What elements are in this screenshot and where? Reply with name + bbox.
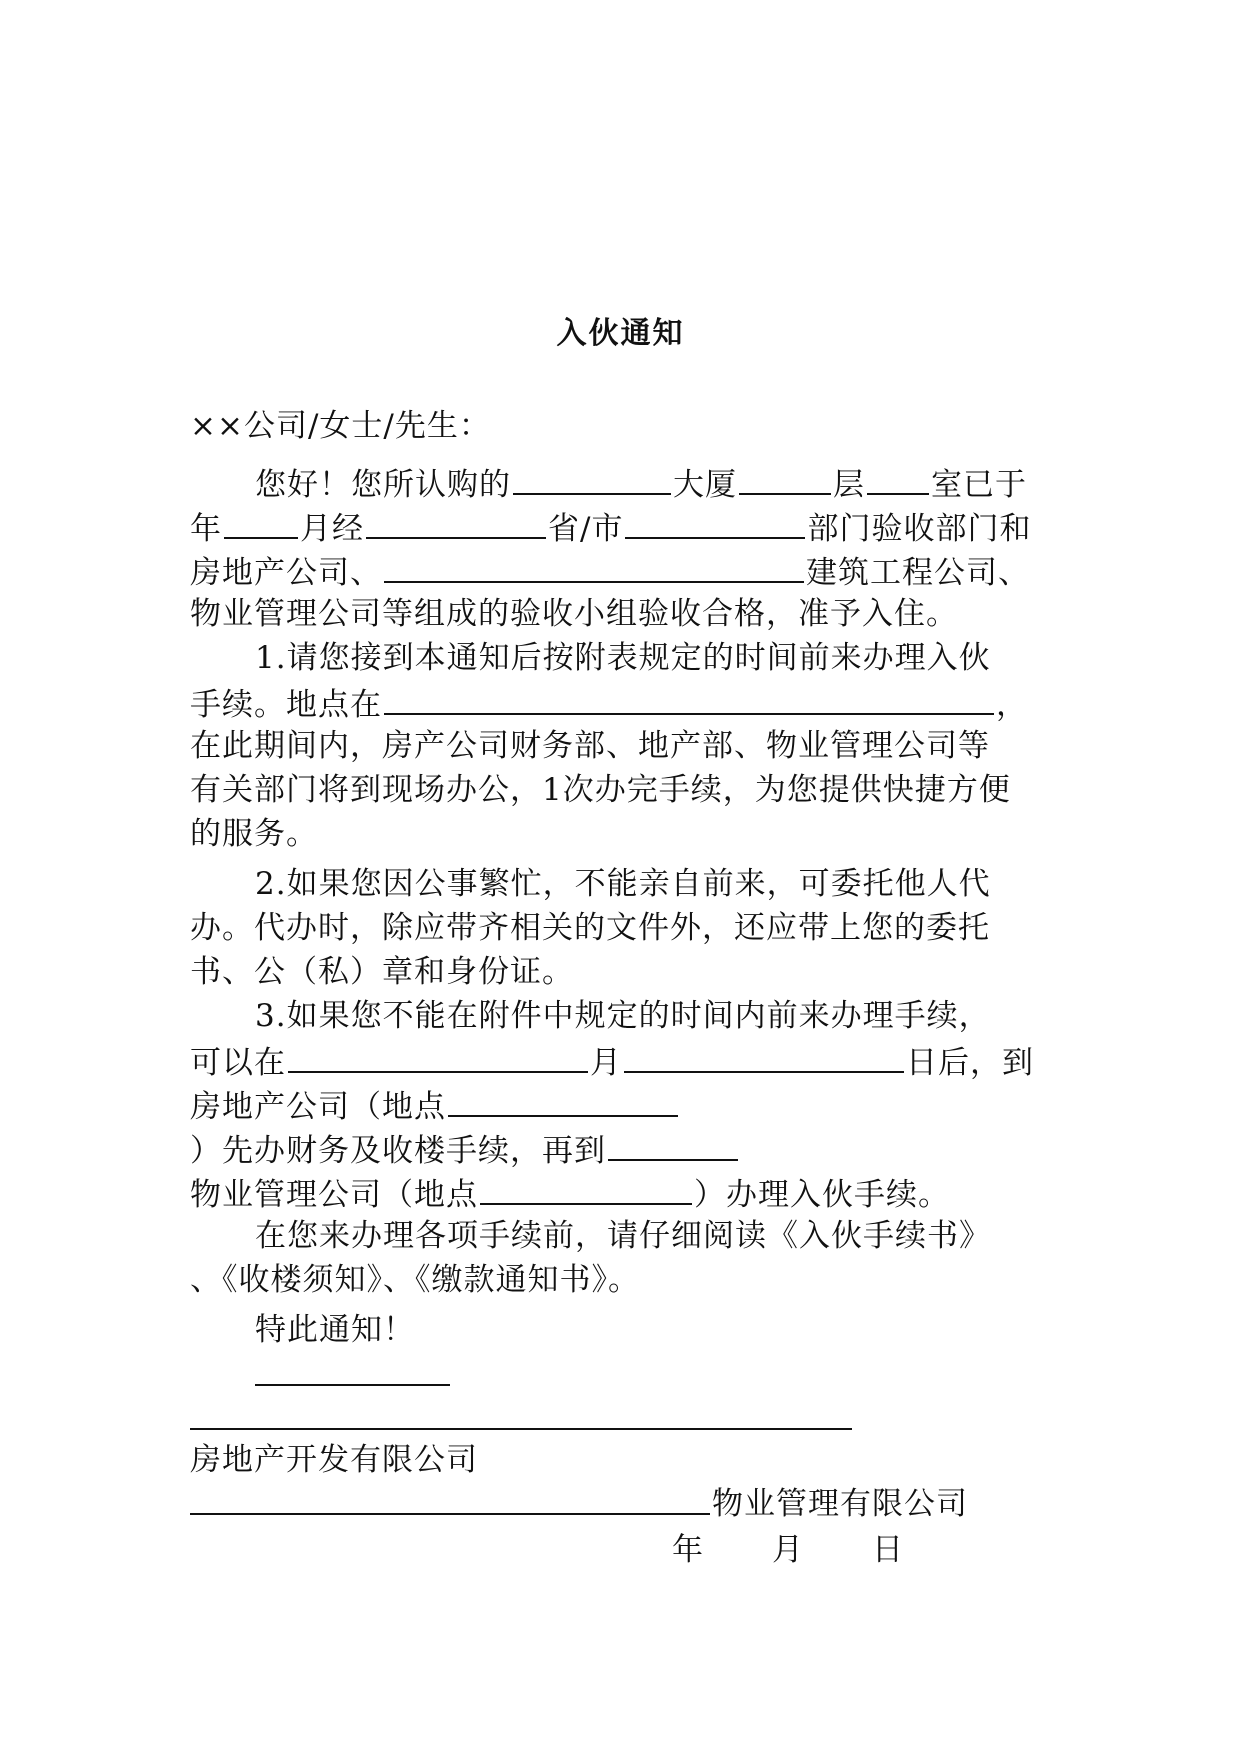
item3-line4: ）先办财务及收楼手续，再到 xyxy=(190,1128,740,1168)
department-blank xyxy=(625,506,805,539)
deadline-month-blank xyxy=(288,1040,588,1073)
reading-line2: 、《收楼须知》、《缴款通知书》。 xyxy=(190,1262,640,1298)
floor-blank xyxy=(739,462,831,495)
item2-line2: 办。代办时，除应带齐相关的文件外，还应带上您的委托 xyxy=(190,910,990,946)
property-company-blank xyxy=(608,1128,738,1161)
room-blank xyxy=(867,462,929,495)
province-blank xyxy=(366,506,546,539)
month-blank xyxy=(224,506,298,539)
item3-line3: 房地产公司（地点 xyxy=(190,1084,680,1124)
construction-company-blank xyxy=(384,550,804,583)
closing-text: 特此通知！ xyxy=(255,1312,415,1348)
item1-line5: 的服务。 xyxy=(190,816,318,852)
item1-line4: 有关部门将到现场办公，1次办完手续，为您提供快捷方便 xyxy=(190,772,1011,808)
reading-line1: 在您来办理各项手续前，请仔细阅读《入伙手续书》 xyxy=(255,1218,991,1254)
item3-line5: 物业管理公司（地点 ）办理入伙手续。 xyxy=(190,1172,950,1212)
developer-location-blank xyxy=(448,1084,678,1117)
date-day: 日 xyxy=(872,1532,903,1568)
document-title: 入伙通知 xyxy=(556,316,685,351)
para1-line2: 年 月经 省/市 部门验收部门和 xyxy=(190,506,1031,546)
item2-line3: 书、公（私）章和身份证。 xyxy=(190,954,574,990)
item1-line2: 手续。地点在 ， xyxy=(190,682,1028,722)
property-location-blank xyxy=(480,1172,692,1205)
para1-line4: 物业管理公司等组成的验收小组验收合格，准予入住。 xyxy=(190,596,958,632)
para1-line3: 房地产公司、 建筑工程公司、 xyxy=(190,550,1030,590)
item3-line2: 可以在 月 日后，到 xyxy=(190,1040,1034,1080)
deadline-day-blank xyxy=(624,1040,904,1073)
building-blank xyxy=(513,462,671,495)
item1-line3: 在此期间内，房产公司财务部、地产部、物业管理公司等 xyxy=(190,728,990,764)
para1-line1: 您好！您所认购的 大厦 层 室已于 xyxy=(255,462,1027,502)
salutation: ××公司/女士/先生： xyxy=(190,408,491,444)
location-blank xyxy=(384,682,994,715)
item2-line1: 2.如果您因公事繁忙，不能亲自前来，可委托他人代 xyxy=(255,866,991,902)
date-year: 年 xyxy=(672,1532,703,1568)
date-month: 月 xyxy=(772,1532,803,1568)
developer-name-rule xyxy=(190,1428,852,1430)
item3-line1: 3.如果您不能在附件中规定的时间内前来办理手续， xyxy=(255,998,991,1034)
property-management-company: 物业管理有限公司 xyxy=(712,1486,968,1522)
signature-short-rule xyxy=(255,1384,450,1386)
developer-company: 房地产开发有限公司 xyxy=(190,1442,478,1478)
item1-line1: 1.请您接到本通知后按附表规定的时间前来办理入伙 xyxy=(255,640,991,676)
property-name-rule xyxy=(190,1513,710,1515)
